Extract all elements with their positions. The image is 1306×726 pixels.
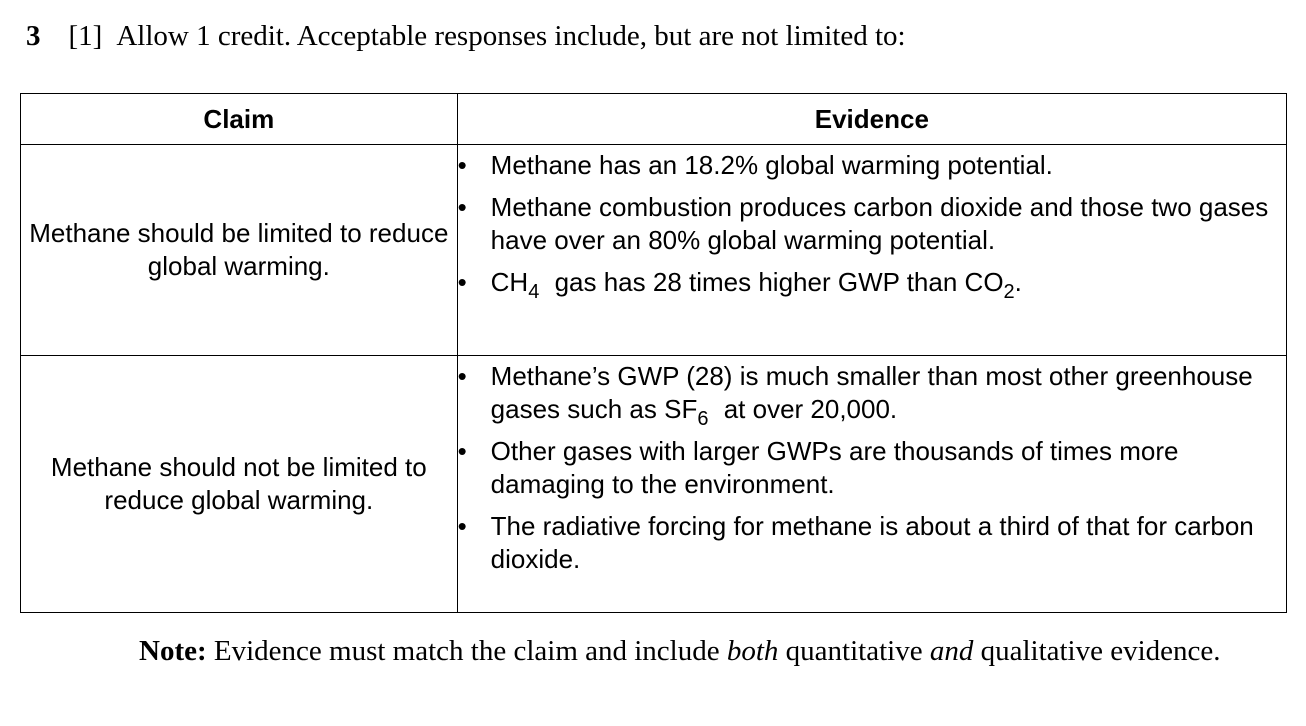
formula-ch: CH [490,267,529,297]
evidence-header: Evidence [457,94,1286,145]
evidence-cell [457,145,1286,356]
evidence-text: at over 20,000. [723,394,898,424]
table-row [21,356,1287,613]
evidence-item: • Methane combustion produces carbon dioxide and those two gases have over an 80% global warming potential. [458,191,1286,257]
evidence-item [458,266,1286,303]
credit-value: [1] [68,20,103,52]
claim-header: Claim [21,94,458,145]
formula-co: CO [964,267,1004,297]
evidence-item: • Methane has an 18.2% global warming potential. [458,149,1286,182]
evidence-item [458,360,1286,430]
evidence-item: • The radiative forcing for methane is about a third of that for carbon dioxide. [458,510,1286,576]
sentence-end: . [1014,267,1022,297]
question-number: 3 [26,20,41,52]
evidence-text: Methane’s GWP (28) is much smaller than most other greenhouse gases such as [490,361,1253,424]
note-label: Note: [139,635,207,667]
evidence-text: gas has 28 times higher GWP than [554,267,958,297]
table-row [21,145,1287,356]
claim-cell: Methane should be limited to reduce global warming. [21,145,458,356]
note-emphasis: and [929,635,974,667]
note [139,634,1301,669]
evidence-cell [457,356,1286,613]
note-emphasis: both [726,635,779,667]
evidence-item: • Other gases with larger GWPs are thousands of times more damaging to the environment. [458,435,1286,501]
claim-cell: Methane should not be limited to reduce global warming. [21,356,458,613]
evidence-list [458,360,1286,576]
formula-subscript: 4 [528,281,540,303]
question-heading [26,20,906,53]
note-text: qualitative evidence. [980,635,1221,667]
formula-sf: SF [664,394,698,424]
formula-subscript: 6 [697,408,709,430]
evidence-list [458,149,1286,303]
rubric-table [20,93,1287,613]
heading-text: Allow 1 credit. Acceptable responses include, but are not limited to: [116,20,906,52]
formula-subscript: 2 [1003,281,1015,303]
table-header-row [21,94,1287,145]
note-text: quantitative [785,635,923,667]
note-text: Evidence must match the claim and include [213,635,720,667]
